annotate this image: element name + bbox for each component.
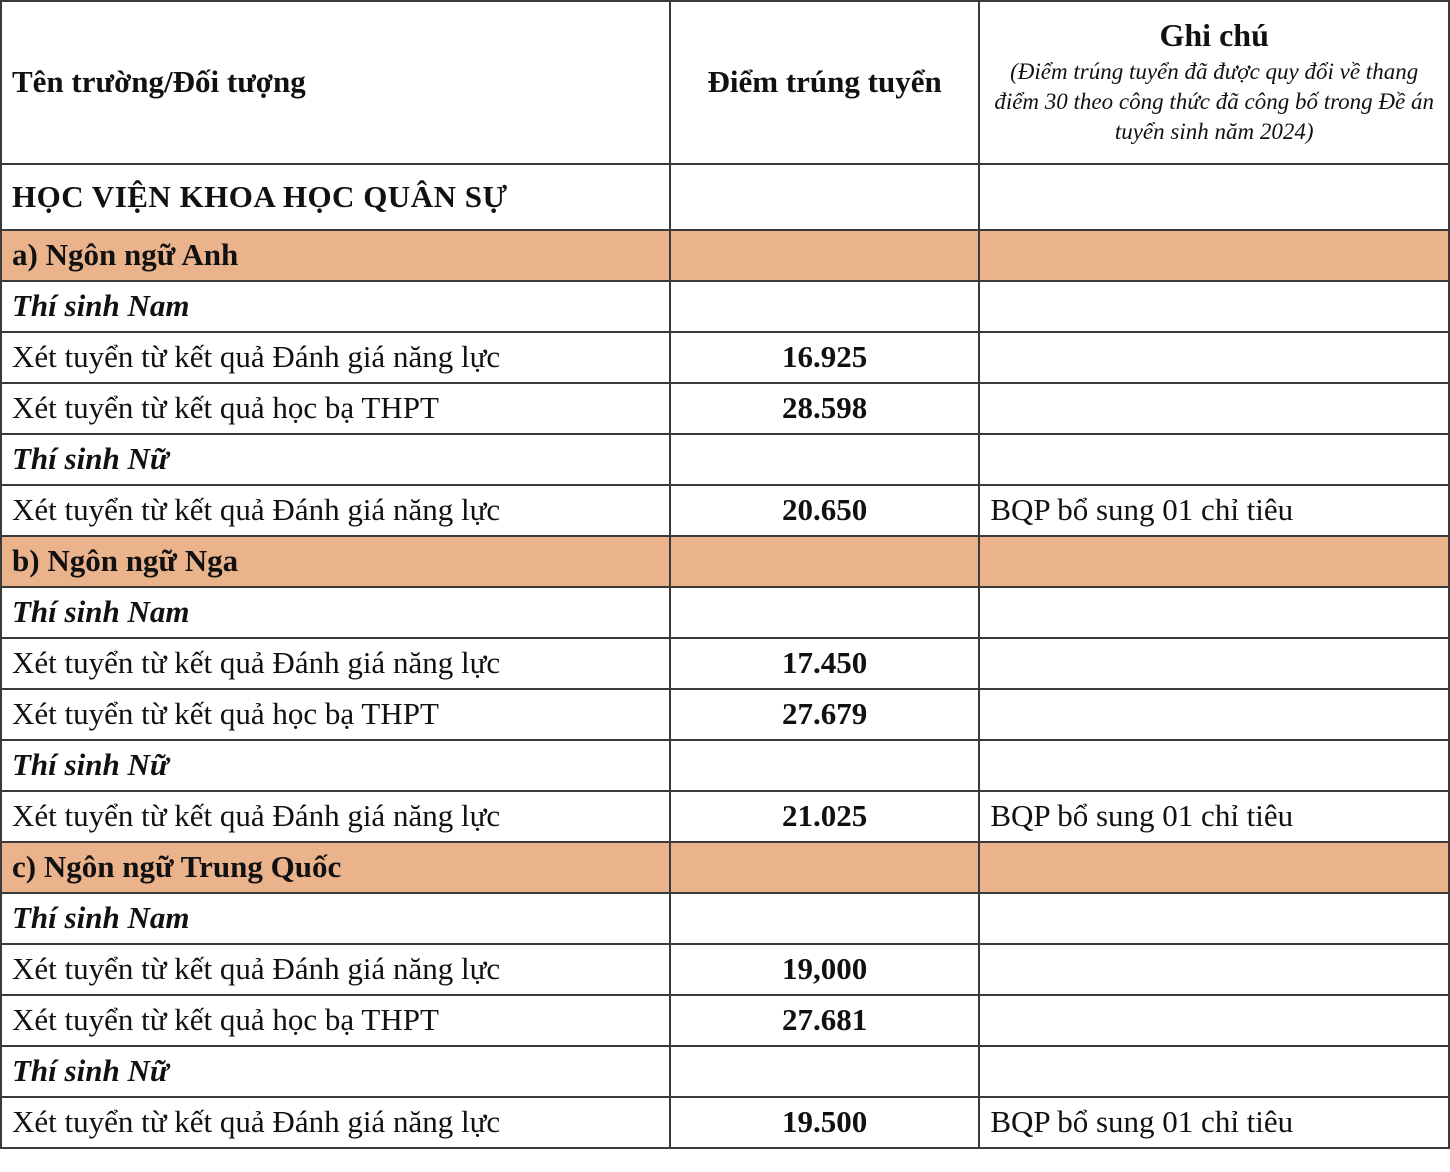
gender-score-cell [670,587,979,638]
header-note-title: Ghi chú [1159,17,1269,54]
header-school-column: Tên trường/Đối tượng [1,1,670,164]
admission-score: 19,000 [670,944,979,995]
admission-score: 27.681 [670,995,979,1046]
school-note-cell [979,164,1449,230]
admission-note [979,944,1449,995]
gender-score-cell [670,893,979,944]
major-score-cell [670,842,979,893]
gender-group-row [1,1046,1449,1097]
gender-group-row [1,740,1449,791]
admission-method: Xét tuyển từ kết quả Đánh giá năng lực [1,791,670,842]
admission-note [979,638,1449,689]
admission-method: Xét tuyển từ kết quả học bạ THPT [1,383,670,434]
admission-score: 27.679 [670,689,979,740]
major-note-cell [979,536,1449,587]
gender-note-cell [979,281,1449,332]
gender-label: Thí sinh Nam [1,587,670,638]
score-row [1,332,1449,383]
admission-score: 17.450 [670,638,979,689]
gender-group-row [1,587,1449,638]
gender-note-cell [979,587,1449,638]
admission-method: Xét tuyển từ kết quả Đánh giá năng lực [1,638,670,689]
gender-score-cell [670,740,979,791]
admission-method: Xét tuyển từ kết quả Đánh giá năng lực [1,485,670,536]
major-row [1,536,1449,587]
score-row [1,689,1449,740]
admission-note [979,332,1449,383]
major-row [1,842,1449,893]
table-header-row [1,1,1449,164]
gender-group-row [1,434,1449,485]
header-score-column: Điểm trúng tuyển [670,1,979,164]
admission-note: BQP bổ sung 01 chỉ tiêu [979,485,1449,536]
major-name: a) Ngôn ngữ Anh [1,230,670,281]
gender-score-cell [670,434,979,485]
gender-note-cell [979,740,1449,791]
major-name: c) Ngôn ngữ Trung Quốc [1,842,670,893]
gender-label: Thí sinh Nam [1,893,670,944]
major-score-cell [670,230,979,281]
admission-method: Xét tuyển từ kết quả Đánh giá năng lực [1,332,670,383]
gender-label: Thí sinh Nữ [1,1046,670,1097]
gender-score-cell [670,1046,979,1097]
admission-method: Xét tuyển từ kết quả Đánh giá năng lực [1,944,670,995]
gender-label: Thí sinh Nữ [1,740,670,791]
table-body [1,1,1449,1148]
score-row [1,791,1449,842]
admission-score: 20.650 [670,485,979,536]
major-note-cell [979,842,1449,893]
admission-method: Xét tuyển từ kết quả Đánh giá năng lực [1,1097,670,1148]
gender-score-cell [670,281,979,332]
major-note-cell [979,230,1449,281]
gender-group-row [1,281,1449,332]
admission-note [979,689,1449,740]
admission-note [979,383,1449,434]
major-score-cell [670,536,979,587]
score-row [1,995,1449,1046]
admission-note: BQP bổ sung 01 chỉ tiêu [979,791,1449,842]
major-row [1,230,1449,281]
gender-label: Thí sinh Nam [1,281,670,332]
gender-note-cell [979,434,1449,485]
major-name: b) Ngôn ngữ Nga [1,536,670,587]
score-row [1,638,1449,689]
gender-note-cell [979,893,1449,944]
school-score-cell [670,164,979,230]
admission-note [979,995,1449,1046]
gender-label: Thí sinh Nữ [1,434,670,485]
header-note-column [979,1,1449,164]
admission-score: 16.925 [670,332,979,383]
score-row [1,485,1449,536]
score-row [1,383,1449,434]
gender-group-row [1,893,1449,944]
admission-score: 19.500 [670,1097,979,1148]
admission-note: BQP bổ sung 01 chỉ tiêu [979,1097,1449,1148]
school-row [1,164,1449,230]
gender-note-cell [979,1046,1449,1097]
score-row [1,1097,1449,1148]
header-note-subtitle: (Điểm trúng tuyển đã được quy đổi về thang điểm 30 theo công thức đã công bố trong Đề án tuyển sinh năm 2024) [994,59,1435,145]
score-row [1,944,1449,995]
admission-method: Xét tuyển từ kết quả học bạ THPT [1,689,670,740]
admission-score: 28.598 [670,383,979,434]
school-name: HỌC VIỆN KHOA HỌC QUÂN SỰ [1,164,670,230]
admission-method: Xét tuyển từ kết quả học bạ THPT [1,995,670,1046]
admission-score: 21.025 [670,791,979,842]
